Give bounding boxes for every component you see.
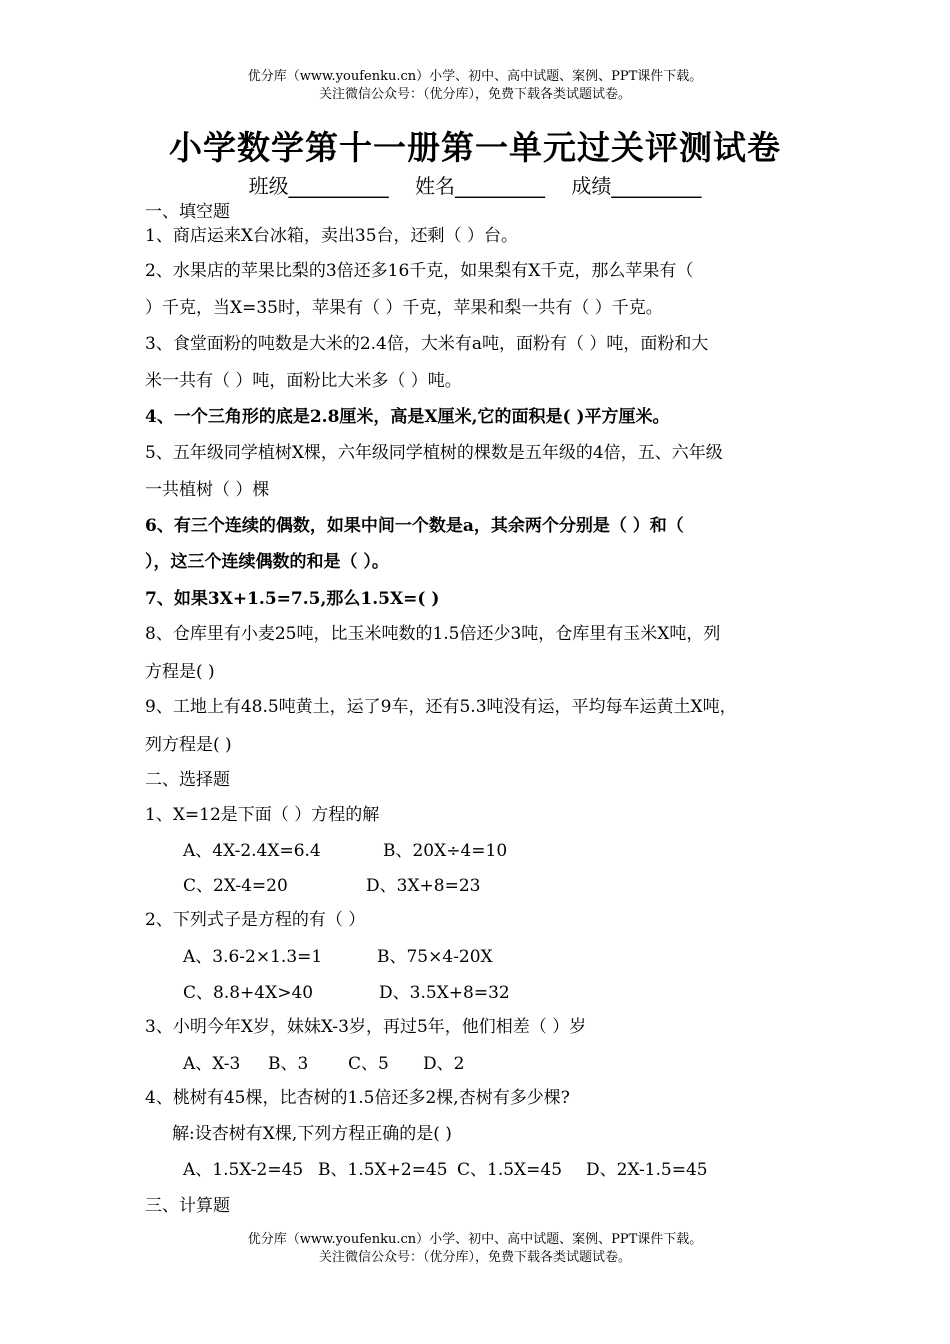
question-1-9-line-1: 9、工地上有48.5吨黄土，运了9车，还有5.3吨没有运，平均每车运黄土X吨， bbox=[145, 697, 737, 717]
options-row bbox=[183, 945, 493, 969]
section-heading: 一、填空题 bbox=[145, 202, 230, 222]
option-d: D、2X-1.5=45 bbox=[586, 1160, 708, 1180]
option-a: A、X-3 bbox=[183, 1054, 241, 1074]
option-d: D、2 bbox=[423, 1054, 465, 1074]
option-c: C、8.8+4X>40 bbox=[183, 983, 314, 1003]
score-field: 成绩_________ bbox=[571, 174, 702, 198]
question-1-8-line-1: 8、仓库里有小麦25吨，比玉米吨数的1.5倍还少3吨，仓库里有玉米X吨，列 bbox=[145, 624, 721, 644]
student-info bbox=[0, 172, 950, 200]
section-heading: 三、计算题 bbox=[145, 1196, 230, 1216]
option-b: B、20X÷4=10 bbox=[383, 841, 508, 861]
question-1-1: 1、商店运来X台冰箱，卖出35台，还剩（ ）台。 bbox=[145, 226, 518, 246]
page-title: 小学数学第十一册第一单元过关评测试卷 bbox=[169, 128, 781, 167]
question-1-2-line-2: ）千克，当X=35时，苹果有（ ）千克，苹果和梨一共有（ ）千克。 bbox=[145, 298, 663, 318]
class-field: 班级__________ bbox=[248, 174, 389, 198]
option-b: B、3 bbox=[268, 1054, 309, 1074]
section-heading: 二、选择题 bbox=[145, 770, 230, 790]
question-1-4: 4、一个三角形的底是2.8厘米，高是X厘米,它的面积是( )平方厘米。 bbox=[145, 407, 670, 427]
question-2-4: 4、桃树有45棵，比杏树的1.5倍还多2棵,杏树有多少棵? bbox=[145, 1088, 570, 1108]
option-c: C、5 bbox=[348, 1054, 389, 1074]
option-d: D、3X+8=23 bbox=[366, 876, 481, 896]
question-2-2: 2、下列式子是方程的有（ ） bbox=[145, 910, 366, 930]
question-1-5-line-1: 5、五年级同学植树X棵，六年级同学植树的棵数是五年级的4倍，五、六年级 bbox=[145, 443, 723, 463]
footer-line-1: 优分库（www.youfenku.cn）小学、初中、高中试题、案例、PPT课件下载。 bbox=[247, 1232, 703, 1247]
header-line-1: 优分库（www.youfenku.cn）小学、初中、高中试题、案例、PPT课件下载。 bbox=[247, 69, 703, 84]
question-1-3-line-1: 3、食堂面粉的吨数是大米的2.4倍，大米有a吨，面粉有（ ）吨，面粉和大 bbox=[145, 334, 709, 354]
option-c: C、1.5X=45 bbox=[457, 1160, 563, 1180]
question-1-9-line-2: 列方程是( ) bbox=[145, 735, 232, 755]
question-2-3: 3、小明今年X岁，妹妹X-3岁，再过5年，他们相差（ ）岁 bbox=[145, 1017, 587, 1037]
question-1-2-line-1: 2、水果店的苹果比梨的3倍还多16千克，如果梨有X千克，那么苹果有（ bbox=[145, 261, 694, 281]
option-d: D、3.5X+8=32 bbox=[379, 983, 510, 1003]
footer-line-2: 关注微信公众号：（优分库），免费下载各类试题试卷。 bbox=[318, 1250, 631, 1265]
question-1-6-line-1: 6、有三个连续的偶数，如果中间一个数是a，其余两个分别是（ ）和（ bbox=[145, 516, 684, 536]
question-2-1: 1、X=12是下面（ ）方程的解 bbox=[145, 805, 380, 825]
question-1-5-line-2: 一共植树（ ）棵 bbox=[145, 480, 270, 500]
option-a: A、1.5X-2=45 bbox=[183, 1160, 304, 1180]
name-field: 姓名_________ bbox=[415, 174, 545, 198]
options-row bbox=[183, 1158, 708, 1182]
options-row bbox=[183, 874, 480, 898]
option-a: A、4X-2.4X=6.4 bbox=[183, 841, 321, 861]
question-1-3-line-2: 米一共有（ ）吨，面粉比大米多（ ）吨。 bbox=[145, 371, 462, 391]
option-c: C、2X-4=20 bbox=[183, 876, 288, 896]
question-2-4-solution: 解:设杏树有X棵,下列方程正确的是( ) bbox=[172, 1124, 452, 1144]
options-row bbox=[183, 981, 510, 1005]
option-b: B、1.5X+2=45 bbox=[318, 1160, 448, 1180]
question-1-6-line-2: ），这三个连续偶数的和是（ ）。 bbox=[145, 552, 389, 572]
options-row bbox=[183, 1052, 464, 1076]
option-a: A、3.6-2×1.3=1 bbox=[183, 947, 323, 967]
header-line-2: 关注微信公众号：（优分库），免费下载各类试题试卷。 bbox=[318, 87, 631, 102]
question-1-7: 7、如果3X+1.5=7.5,那么1.5X=( ) bbox=[145, 589, 440, 609]
question-1-8-line-2: 方程是( ) bbox=[145, 662, 215, 682]
options-row bbox=[183, 839, 507, 863]
option-b: B、75×4-20X bbox=[377, 947, 493, 967]
